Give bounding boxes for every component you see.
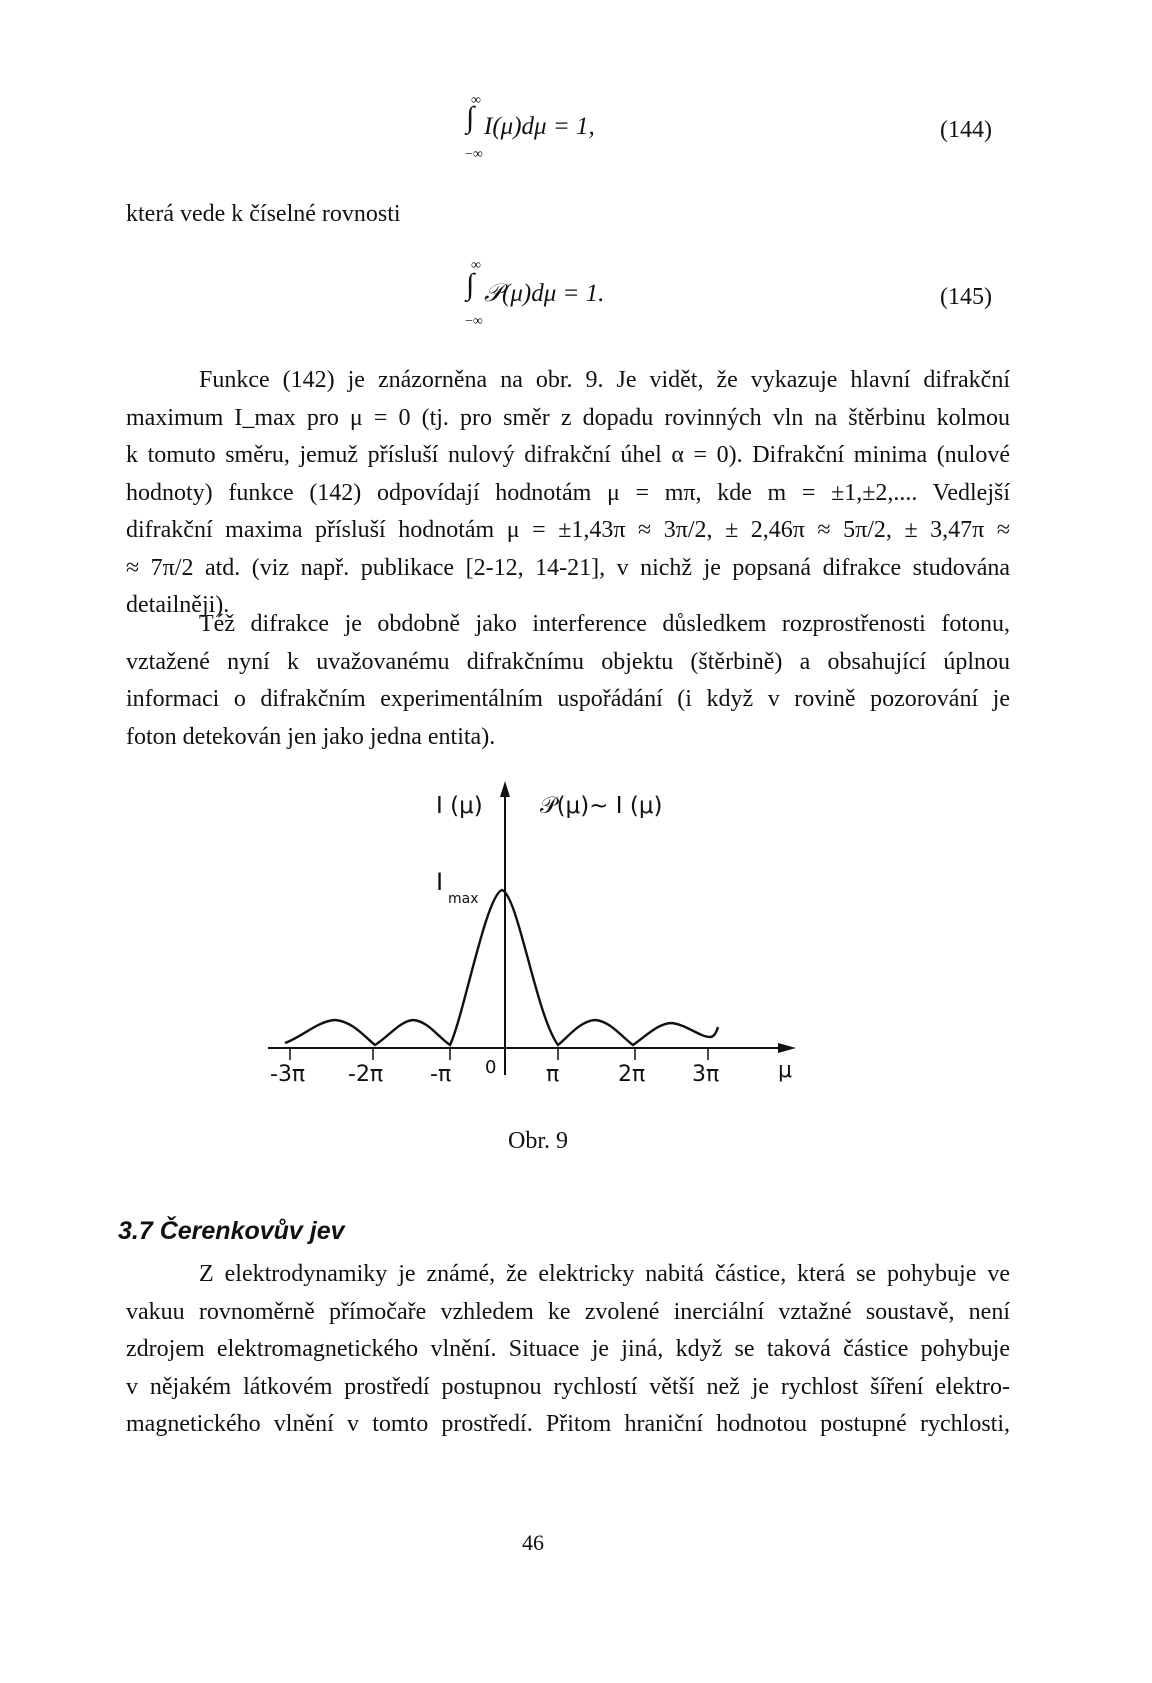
x-axis-arrow — [778, 1043, 796, 1053]
integral-lower-limit: −∞ — [465, 147, 483, 162]
para1-line-7: detailněji). — [126, 592, 230, 618]
tick-label: π — [546, 1062, 560, 1087]
para2-line-2: vztažené nyní k uvažovanému difrakčnímu objektu (štěrbině) a obsahující úplnou — [126, 648, 1010, 675]
equation-145 — [458, 258, 658, 332]
paragraph-1 — [126, 362, 1010, 625]
section-number: 3.7 — [118, 1217, 153, 1245]
paragraph-3 — [126, 1256, 1010, 1444]
section-heading — [118, 1217, 345, 1246]
tick-label: 3π — [692, 1062, 720, 1087]
para3-line-2: vakuu rovnoměrně přímočaře vzhledem ke zvolené inerciální vztažné soustavě, není — [126, 1298, 1010, 1325]
y-axis-label-right: 𝒫(μ)~ I (μ) — [540, 793, 663, 819]
tick-label: -3π — [270, 1062, 306, 1087]
intensity-curve — [285, 890, 718, 1045]
para1-line-6: ≈ 7π/2 atd. (viz např. publikace [2-12, 14-21], v nichž je popsaná difrakce studována — [126, 554, 1010, 581]
peak-label-main: I — [436, 868, 444, 896]
tick-label: -π — [430, 1062, 452, 1087]
para1-line-3: k tomuto směru, jemuž přísluší nulový difrakční úhel α = 0). Difrakční minima (nulové — [126, 442, 1010, 468]
page-number: 46 — [522, 1530, 544, 1555]
para1-line-4: hodnoty) funkce (142) odpovídají hodnotám μ = mπ, kde m = ±1,±2,.... Vedlejší — [126, 479, 1010, 506]
para1-line-2: maximum I_max pro μ = 0 (tj. pro směr z dopadu rovinných vln na štěrbinu kolmou — [126, 404, 1010, 431]
integral-upper-limit: ∞ — [471, 258, 481, 273]
para2-line-3: informaci o difrakčním experimentálním uspořádání (i když v rovině pozorování je — [126, 686, 1010, 712]
tick-label: 2π — [618, 1062, 646, 1087]
equation-number-144: (144) — [940, 117, 992, 143]
integral-sign: ∫ — [466, 268, 475, 301]
peak-label-sub: max — [448, 891, 479, 907]
para2-line-4: foton detekován jen jako jedna entita). — [126, 723, 496, 750]
text-between: která vede k číselné rovnosti — [126, 201, 401, 227]
para3-line-1: Z elektrodynamiky je známé, že elektricky nabitá částice, která se pohybuje ve — [199, 1261, 1010, 1287]
x-axis-label: μ — [778, 1058, 792, 1083]
equation-144 — [458, 93, 658, 165]
section-title: Čerenkovův jev — [159, 1217, 345, 1245]
para1-line-1: Funkce (142) je znázorněna na obr. 9. Je vidět, že vykazuje hlavní difrakční — [199, 367, 1010, 393]
tick-label: 0 — [485, 1057, 497, 1078]
equation-number-145: (145) — [940, 284, 992, 310]
integral-sign: ∫ — [466, 101, 475, 134]
integral-lower-limit: −∞ — [465, 314, 483, 329]
figure-caption: Obr. 9 — [508, 1128, 568, 1154]
figure-9-diffraction-plot — [240, 775, 880, 1115]
para3-line-5: magnetického vlnění v tomto prostředí. Přitom hraniční hodnotou postupné rychlosti, — [126, 1411, 1010, 1437]
y-axis-arrow — [500, 781, 510, 797]
equation-body: 𝒫(μ)dμ = 1. — [484, 280, 605, 307]
para1-line-5: difrakční maxima přísluší hodnotám μ = ±1,43π ≈ 3π/2, ± 2,46π ≈ 5π/2, ± 3,47π ≈ — [126, 517, 1010, 543]
para3-line-3: zdrojem elektromagnetického vlnění. Situace je jiná, když se taková částice pohybuje — [126, 1336, 1010, 1362]
integral-upper-limit: ∞ — [471, 93, 481, 108]
y-axis-label-left: I (μ) — [436, 793, 483, 819]
para2-line-1: Též difrakce je obdobně jako interference důsledkem rozprostřenosti fotonu, — [199, 611, 1010, 637]
para3-line-4: v nějakém látkovém prostředí postupnou rychlostí větší než je rychlost šíření elektro- — [126, 1373, 1010, 1400]
tick-label: -2π — [348, 1062, 384, 1087]
paragraph-2 — [126, 606, 1010, 756]
equation-body: I(μ)dμ = 1, — [484, 113, 595, 140]
